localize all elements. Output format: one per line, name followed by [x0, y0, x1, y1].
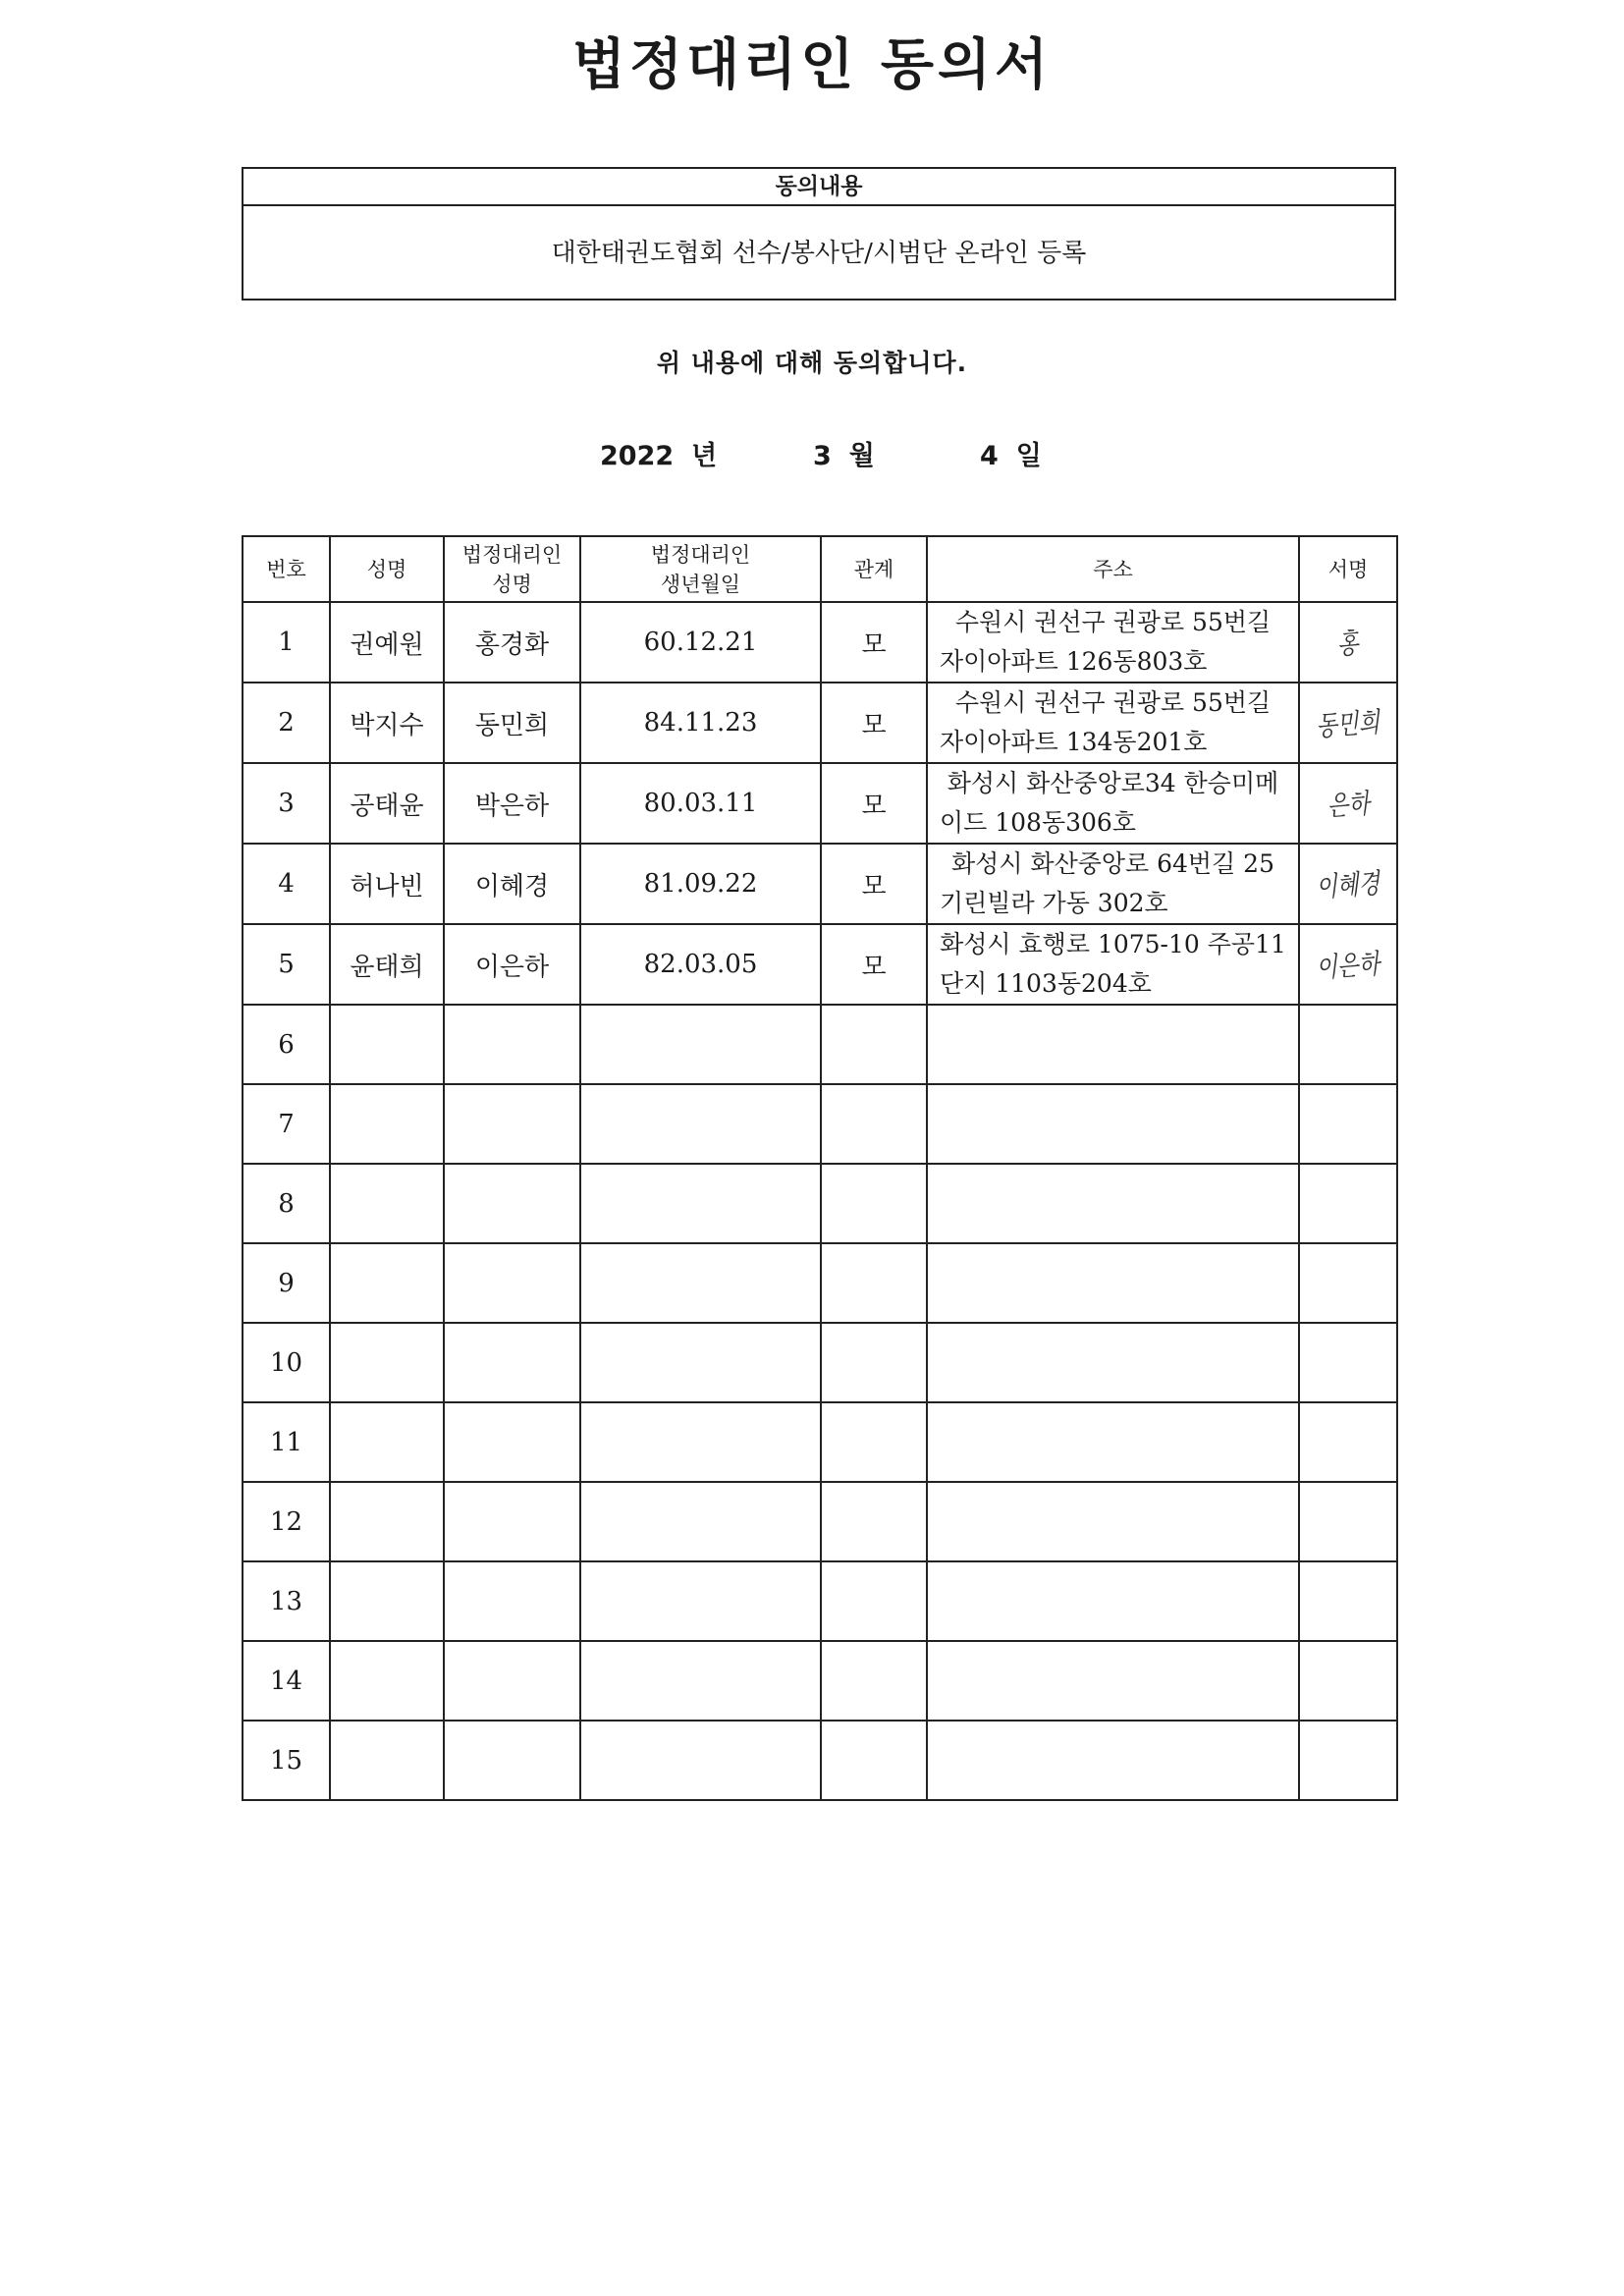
- cell-guardian-name: [444, 1323, 580, 1402]
- cell-relation: [821, 1482, 927, 1561]
- cell-address: [927, 1243, 1299, 1323]
- cell-guardian-name: 박은하: [444, 763, 580, 844]
- cell-guardian-name: [444, 1243, 580, 1323]
- cell-no: 15: [243, 1721, 330, 1800]
- table-row: [243, 1084, 1397, 1164]
- cell-guardian-name: 홍경화: [444, 602, 580, 683]
- cell-no: 10: [243, 1323, 330, 1402]
- cell-name: [330, 1005, 444, 1084]
- cell-relation: [821, 1164, 927, 1243]
- consent-content: 대한태권도협회 선수/봉사단/시범단 온라인 등록: [551, 239, 1087, 268]
- cell-guardian-birth: [580, 1482, 821, 1561]
- table-row: [243, 924, 1397, 1005]
- table-row: [243, 844, 1397, 924]
- cell-relation: [821, 1641, 927, 1721]
- cell-guardian-birth: [580, 1561, 821, 1641]
- cell-no: 11: [243, 1402, 330, 1482]
- cell-guardian-birth: [580, 1721, 821, 1800]
- cell-signature: [1299, 1721, 1397, 1800]
- handwritten-signature: 이혜경: [1315, 866, 1381, 904]
- cell-name: 박지수: [330, 683, 444, 763]
- cell-name: [330, 1482, 444, 1561]
- header-no: 번호: [243, 536, 330, 602]
- cell-guardian-name: [444, 1561, 580, 1641]
- cell-no: 13: [243, 1561, 330, 1641]
- table-row: [243, 1164, 1397, 1243]
- cell-no: 2: [243, 683, 330, 763]
- cell-guardian-name: 동민희: [444, 683, 580, 763]
- cell-guardian-birth: 80.03.11: [580, 763, 821, 844]
- cell-guardian-name: [444, 1005, 580, 1084]
- cell-guardian-birth: [580, 1402, 821, 1482]
- cell-address: 화성시 화산중앙로 64번길 25 기린빌라 가동 302호: [927, 844, 1299, 924]
- cell-signature: [1299, 844, 1397, 924]
- cell-guardian-birth: 82.03.05: [580, 924, 821, 1005]
- table-header-row: [243, 536, 1397, 602]
- cell-signature: [1299, 1561, 1397, 1641]
- cell-name: 권예원: [330, 602, 444, 683]
- cell-guardian-name: 이혜경: [444, 844, 580, 924]
- cell-signature: [1299, 1084, 1397, 1164]
- cell-relation: [821, 1243, 927, 1323]
- consent-box: [242, 167, 1396, 301]
- cell-signature: [1299, 1323, 1397, 1402]
- cell-no: 5: [243, 924, 330, 1005]
- cell-address: [927, 1402, 1299, 1482]
- cell-name: [330, 1561, 444, 1641]
- cell-guardian-name: [444, 1482, 580, 1561]
- cell-name: [330, 1164, 444, 1243]
- cell-name: [330, 1323, 444, 1402]
- date-year-unit: 년: [691, 441, 718, 471]
- cell-relation: 모: [821, 844, 927, 924]
- cell-signature: [1299, 1005, 1397, 1084]
- header-signature: 서명: [1299, 536, 1397, 602]
- consent-header: 동의내용: [244, 169, 1394, 206]
- cell-guardian-name: [444, 1402, 580, 1482]
- cell-no: 3: [243, 763, 330, 844]
- cell-guardian-birth: 84.11.23: [580, 683, 821, 763]
- cell-address: [927, 1482, 1299, 1561]
- cell-guardian-birth: 60.12.21: [580, 602, 821, 683]
- cell-signature: [1299, 1243, 1397, 1323]
- cell-relation: 모: [821, 683, 927, 763]
- cell-address: [927, 1561, 1299, 1641]
- handwritten-signature: 은하: [1326, 787, 1371, 823]
- cell-address: [927, 1641, 1299, 1721]
- cell-signature: [1299, 683, 1397, 763]
- cell-relation: [821, 1084, 927, 1164]
- table-row: [243, 1323, 1397, 1402]
- cell-no: 12: [243, 1482, 330, 1561]
- handwritten-signature: 이은하: [1315, 947, 1381, 985]
- date-month-group: [813, 434, 875, 472]
- cell-no: 14: [243, 1641, 330, 1721]
- header-guardian-birth-line2: 생년월일: [660, 572, 741, 596]
- table-row: [243, 683, 1397, 763]
- cell-address: [927, 1005, 1299, 1084]
- cell-no: 1: [243, 602, 330, 683]
- cell-guardian-name: [444, 1721, 580, 1800]
- cell-guardian-birth: [580, 1164, 821, 1243]
- cell-relation: 모: [821, 763, 927, 844]
- cell-name: 공태윤: [330, 763, 444, 844]
- cell-address: [927, 1084, 1299, 1164]
- agreement-statement: 위 내용에 대해 동의합니다.: [656, 349, 968, 377]
- header-guardian-birth-line1: 법정대리인: [650, 542, 751, 567]
- cell-guardian-birth: [580, 1243, 821, 1323]
- cell-name: [330, 1721, 444, 1800]
- date-day: 4: [980, 441, 999, 471]
- header-name: 성명: [330, 536, 444, 602]
- table-row: [243, 1005, 1397, 1084]
- cell-signature: [1299, 1641, 1397, 1721]
- page-title: 법정대리인 동의서: [571, 33, 1053, 97]
- cell-guardian-name: 이은하: [444, 924, 580, 1005]
- cell-signature: [1299, 763, 1397, 844]
- table-row: [243, 1721, 1397, 1800]
- header-guardian-name-line2: 성명: [492, 572, 532, 596]
- cell-guardian-name: [444, 1164, 580, 1243]
- header-guardian-birth: [580, 536, 821, 602]
- date-day-unit: 일: [1015, 441, 1042, 471]
- cell-relation: [821, 1721, 927, 1800]
- header-address: 주소: [927, 536, 1299, 602]
- cell-signature: [1299, 924, 1397, 1005]
- cell-signature: [1299, 1164, 1397, 1243]
- header-relation: 관계: [821, 536, 927, 602]
- cell-name: 윤태희: [330, 924, 444, 1005]
- cell-relation: [821, 1561, 927, 1641]
- header-guardian-name-line1: 법정대리인: [461, 542, 563, 567]
- cell-address: 수원시 권선구 권광로 55번길 자이아파트 126동803호: [927, 602, 1299, 683]
- cell-name: [330, 1641, 444, 1721]
- cell-address: 화성시 효행로 1075-10 주공11단지 1103동204호: [927, 924, 1299, 1005]
- cell-guardian-birth: [580, 1641, 821, 1721]
- table-row: [243, 602, 1397, 683]
- cell-no: 7: [243, 1084, 330, 1164]
- table-row: [243, 1641, 1397, 1721]
- cell-guardian-birth: [580, 1323, 821, 1402]
- cell-address: 화성시 화산중앙로34 한승미메이드 108동306호: [927, 763, 1299, 844]
- date-month-unit: 월: [848, 441, 875, 471]
- cell-relation: [821, 1402, 927, 1482]
- cell-guardian-name: [444, 1084, 580, 1164]
- date-day-group: [980, 434, 1042, 472]
- cell-address: [927, 1721, 1299, 1800]
- table-row: [243, 1243, 1397, 1323]
- cell-address: [927, 1323, 1299, 1402]
- cell-name: [330, 1402, 444, 1482]
- handwritten-signature: 동민희: [1315, 705, 1381, 743]
- handwritten-signature: 홍: [1336, 627, 1361, 661]
- cell-guardian-birth: [580, 1005, 821, 1084]
- date-year-group: [600, 434, 717, 472]
- cell-no: 9: [243, 1243, 330, 1323]
- cell-guardian-birth: [580, 1084, 821, 1164]
- cell-name: [330, 1084, 444, 1164]
- cell-signature: [1299, 1402, 1397, 1482]
- cell-no: 8: [243, 1164, 330, 1243]
- cell-signature: [1299, 1482, 1397, 1561]
- guardian-table: [242, 535, 1398, 1801]
- cell-address: 수원시 권선구 권광로 55번길 자이아파트 134동201호: [927, 683, 1299, 763]
- cell-address: [927, 1164, 1299, 1243]
- cell-name: [330, 1243, 444, 1323]
- cell-relation: [821, 1005, 927, 1084]
- cell-relation: 모: [821, 602, 927, 683]
- cell-guardian-birth: 81.09.22: [580, 844, 821, 924]
- cell-signature: [1299, 602, 1397, 683]
- table-row: [243, 1482, 1397, 1561]
- cell-name: 허나빈: [330, 844, 444, 924]
- date-month: 3: [813, 441, 832, 471]
- table-row: [243, 763, 1397, 844]
- cell-relation: [821, 1323, 927, 1402]
- table-row: [243, 1402, 1397, 1482]
- cell-relation: 모: [821, 924, 927, 1005]
- cell-guardian-name: [444, 1641, 580, 1721]
- date-year: 2022: [600, 441, 675, 471]
- cell-no: 4: [243, 844, 330, 924]
- cell-no: 6: [243, 1005, 330, 1084]
- table-row: [243, 1561, 1397, 1641]
- header-guardian-name: [444, 536, 580, 602]
